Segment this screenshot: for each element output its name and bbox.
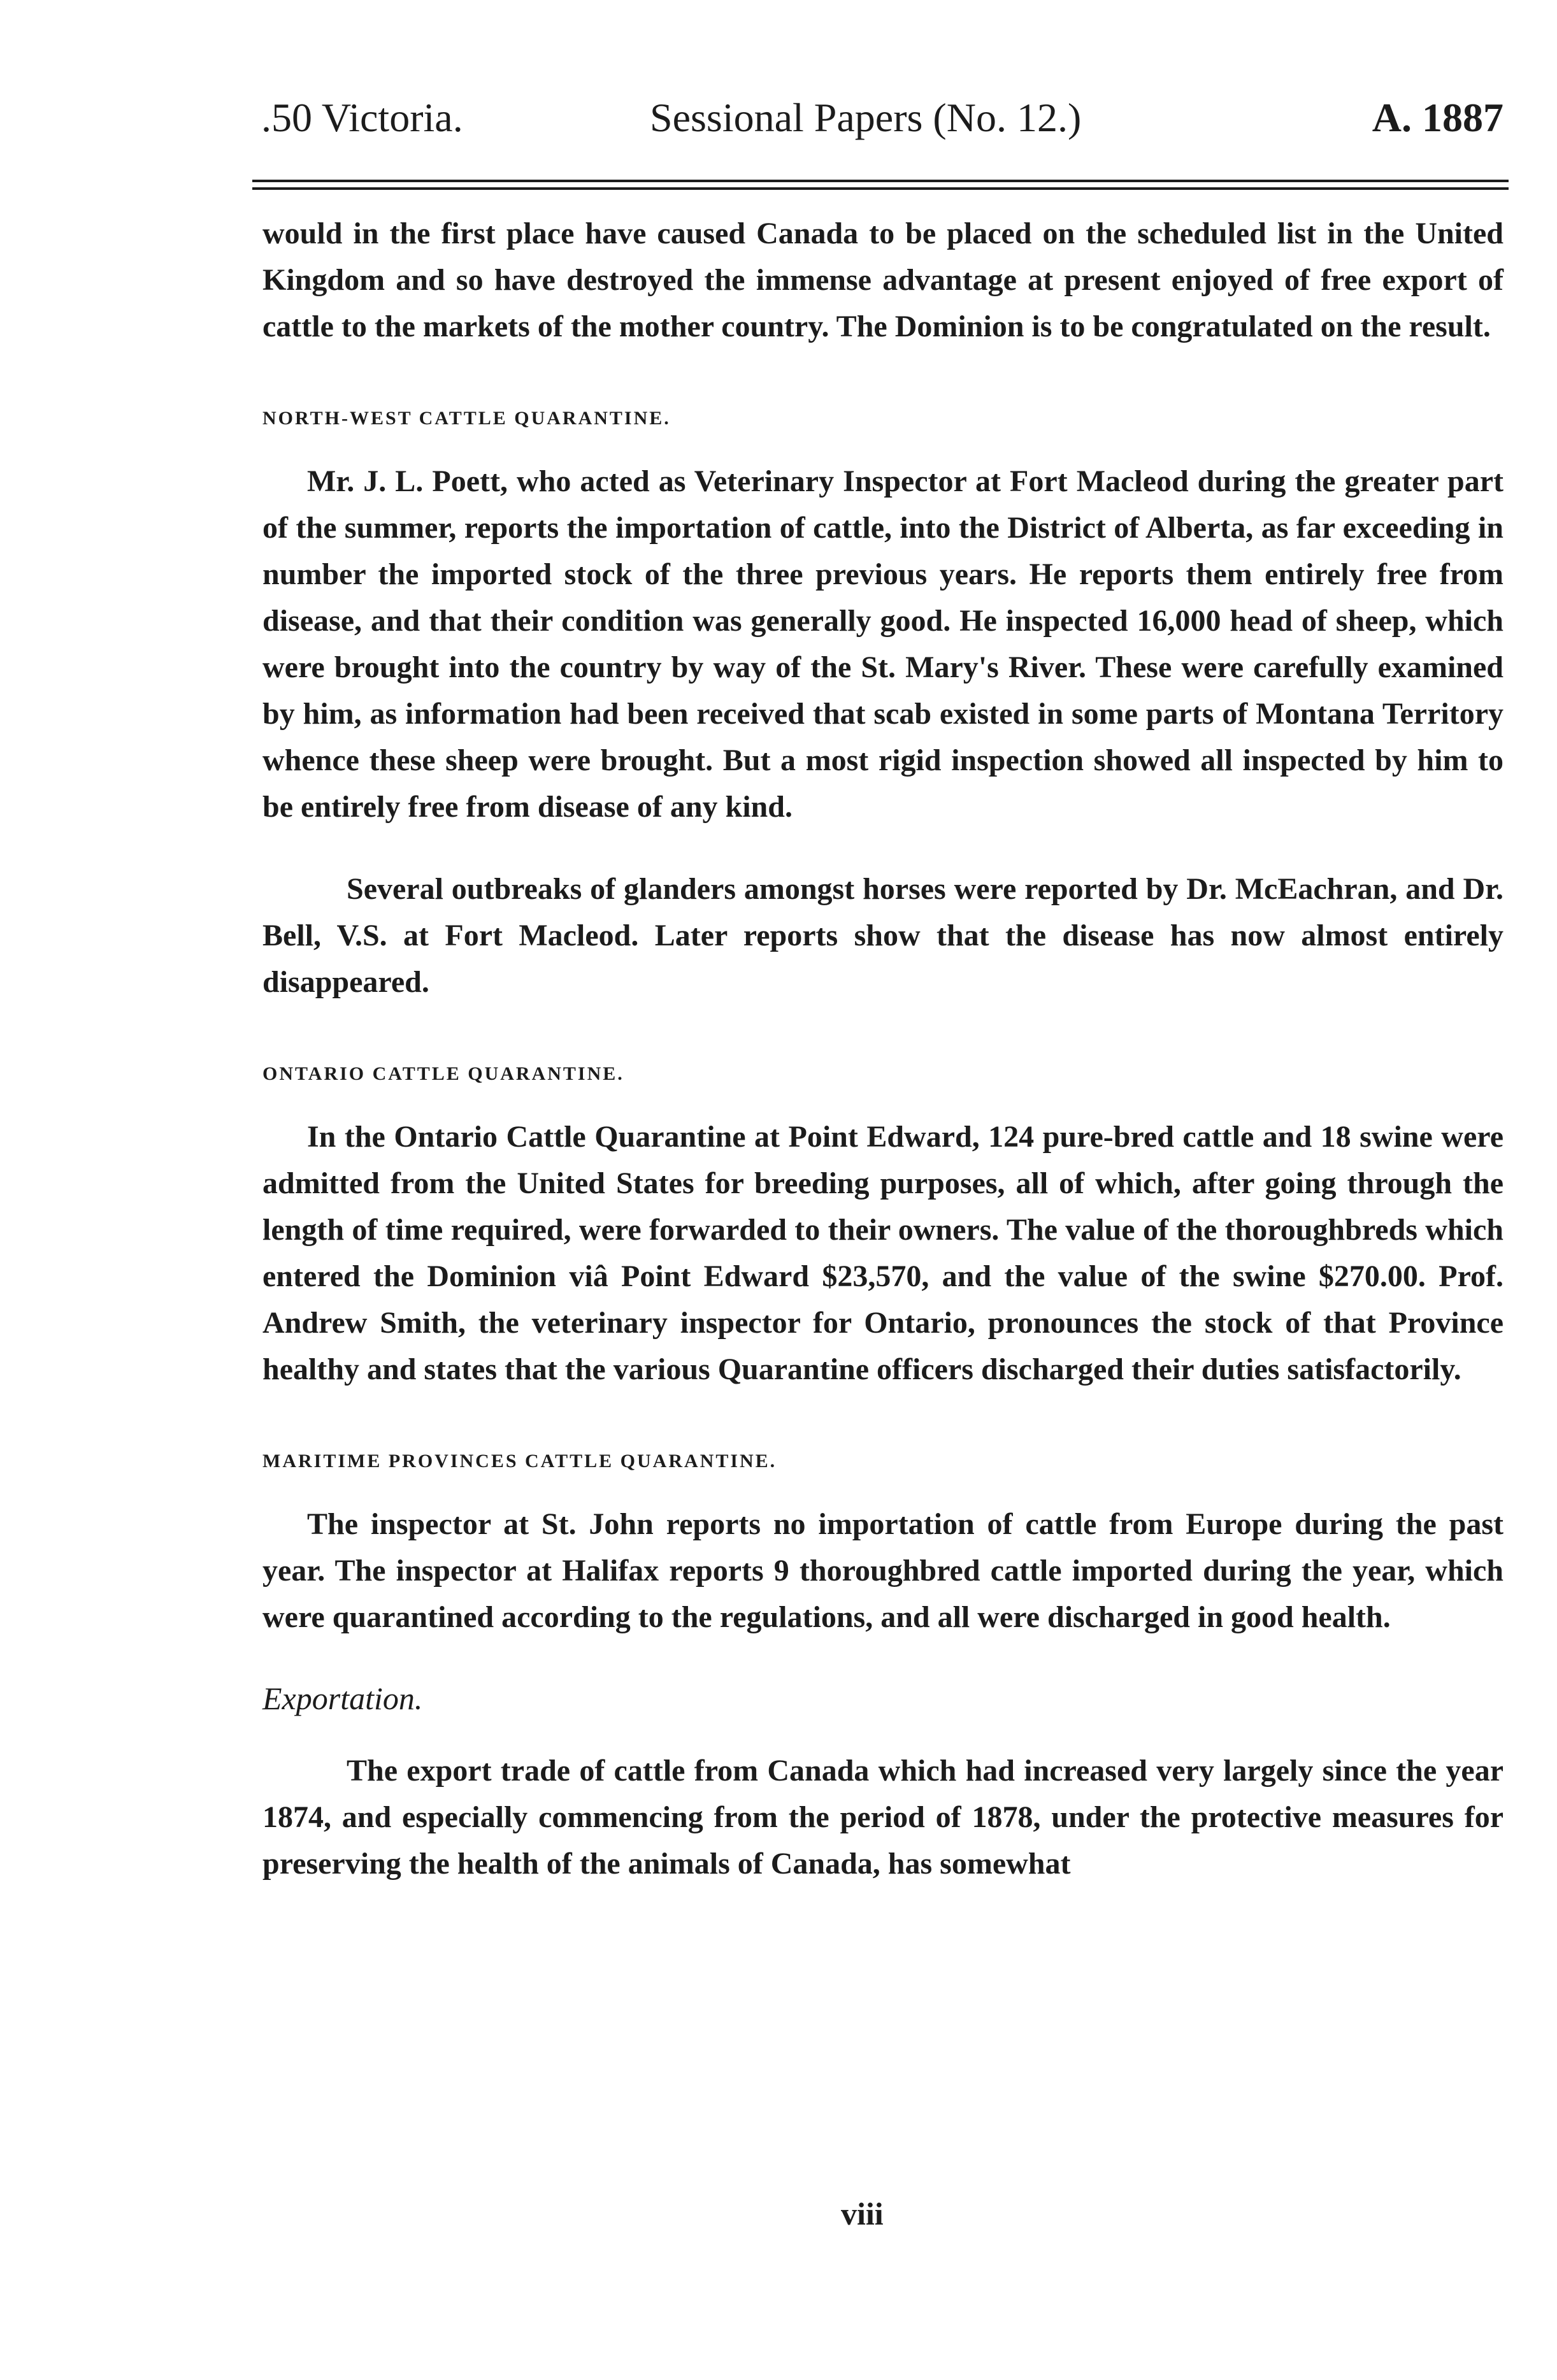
section-heading-maritime: MARITIME PROVINCES CATTLE QUARANTINE. — [262, 1451, 777, 1472]
header-double-rule — [252, 180, 1509, 190]
header-series-title: Sessional Papers (No. 12.) — [650, 95, 1082, 140]
header-year: A. 1887 — [1372, 95, 1503, 140]
paragraph-exportation: The export trade of cattle from Canada which had increased very largely since the year 1874, and especially commencing from the period of 1878, under the protective measures for preserving the health of the animals of Canada, has somewhat — [262, 1754, 1503, 1881]
header-session: .50 Victoria. — [261, 95, 463, 140]
paragraph-north-west-poett: Mr. J. L. Poett, who acted as Veterinary Inspector at Fort Macleod during the greater part of the summer, reports the importation of cattle, into the District of Alberta, as far exceeding in number the imported stock of the three previous years. He reports them entirely free from disease, and that their condition was generally good. He inspected 16,000 head of sheep, which were brought into the country by way of the St. Mary's River. These were carefully examined by him, as information had been received that scab existed in some parts of Montana Territory whence these sheep were brought. But a most rigid inspection showed all inspected by him to be entirely free from disease of any kind. — [262, 464, 1503, 824]
report-body — [262, 210, 1503, 1887]
header-rule-bottom — [252, 187, 1509, 190]
page-folio: viii — [841, 2196, 884, 2232]
section-heading-exportation: Exportation. — [262, 1681, 423, 1716]
running-head — [261, 89, 1503, 147]
paragraph-maritime-quarantine: The inspector at St. John reports no importation of cattle from Europe during the past year. The inspector at Halifax reports 9 thoroughbred cattle imported during the year, which were quarantined according to the regulations, and all were discharged in good health. — [262, 1507, 1503, 1634]
paragraph-north-west-glanders: Several outbreaks of glanders amongst horses were reported by Dr. McEachran, and Dr. Bell, V.S. at Fort Macleod. Later reports show that the disease has now almost entirely disappeared. — [262, 872, 1503, 999]
section-heading-north-west: NORTH-WEST CATTLE QUARANTINE. — [262, 408, 671, 429]
paragraph-ontario-quarantine: In the Ontario Cattle Quarantine at Point Edward, 124 pure-bred cattle and 18 swine were admitted from the United States for breeding purposes, all of which, after going through the length of time required, were forwarded to their owners. The value of the thoroughbreds which entered the Dominion viâ Point Edward $23,570, and the value of the swine $270.00. Prof. Andrew Smith, the veterinary inspector for Ontario, pronounces the stock of that Province healthy and states that the various Quarantine officers discharged their duties satisfactorily. — [262, 1120, 1503, 1386]
continuation-paragraph: would in the first place have caused Canada to be placed on the scheduled list in the United Kingdom and so have destroyed the immense advantage at present enjoyed of free export of cattle to the markets of the mother country. The Dominion is to be congratulated on the result. — [262, 217, 1503, 343]
section-heading-ontario: ONTARIO CATTLE QUARANTINE. — [262, 1063, 624, 1084]
